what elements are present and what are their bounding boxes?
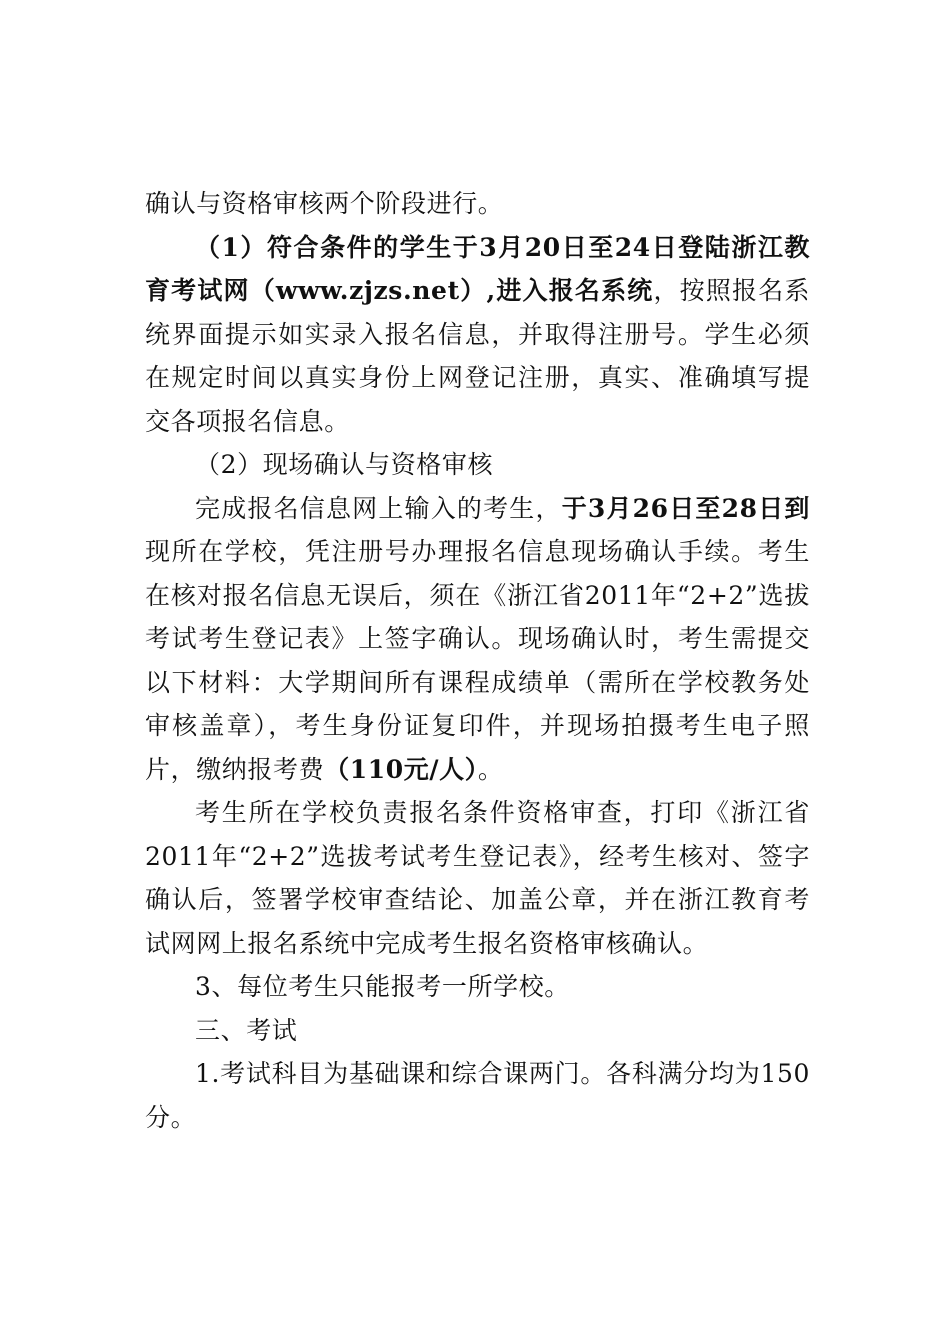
paragraph-text: 1.考试科目为基础课和综合课两门。各科满分均为150分。 bbox=[145, 1059, 810, 1132]
paragraph-exam-subjects bbox=[145, 1052, 810, 1139]
fee-bold: （110元/人） bbox=[324, 754, 478, 784]
paragraph-text: ，按照报名系统界面提示如实录入报名信息，并取得注册号。学生必须在规定时间以真实身份上网登记注册，真实、准确填写提交各项报名信息。 bbox=[145, 276, 810, 436]
paragraph-text: 考生所在学校负责报名条件资格审查，打印《浙江省2011年“2+2”选拔考试考生登记表》，经考生核对、签字确认后，签署学校审查结论、加盖公章，并在浙江教育考试网网上报名系统中完成考生报名资格审核确认。 bbox=[145, 798, 810, 958]
paragraph-text: 完成报名信息网上输入的考生， bbox=[195, 493, 562, 523]
paragraph-text: 。 bbox=[477, 754, 504, 784]
paragraph-text: （2）现场确认与资格审核 bbox=[195, 450, 494, 479]
paragraph-text: 确认与资格审核两个阶段进行。 bbox=[145, 189, 504, 218]
paragraph-one-school-rule bbox=[145, 965, 810, 1009]
paragraph-online-registration bbox=[145, 226, 810, 444]
document-body bbox=[145, 182, 810, 1139]
paragraph-onsite-heading bbox=[145, 443, 810, 487]
paragraph-onsite-confirmation bbox=[145, 487, 810, 792]
paragraph-text: 现所在学校，凭注册号办理报名信息现场确认手续。考生在核对报名信息无误后，须在《浙江省2011年“2+2”选拔考试考生登记表》上签字确认。现场确认时，考生需提交以下材料：大学期间所有课程成绩单（需所在学校教务处审核盖章），考生身份证复印件，并现场拍摄考生电子照片，缴纳报考费 bbox=[145, 537, 810, 784]
paragraph-school-review bbox=[145, 791, 810, 965]
registration-dates-bold: （1）符合条件的学生于3月20日至24日登陆浙江教育考试网（www.zjzs.net）,进入报名系统 bbox=[145, 232, 810, 305]
paragraph-text: 3、每位考生只能报考一所学校。 bbox=[195, 972, 570, 1001]
paragraph-stage-continuation bbox=[145, 182, 810, 226]
section-heading-exam bbox=[145, 1009, 810, 1053]
confirmation-dates-bold: 于3月26日至28日到 bbox=[561, 493, 810, 523]
paragraph-text: 三、考试 bbox=[195, 1015, 298, 1045]
